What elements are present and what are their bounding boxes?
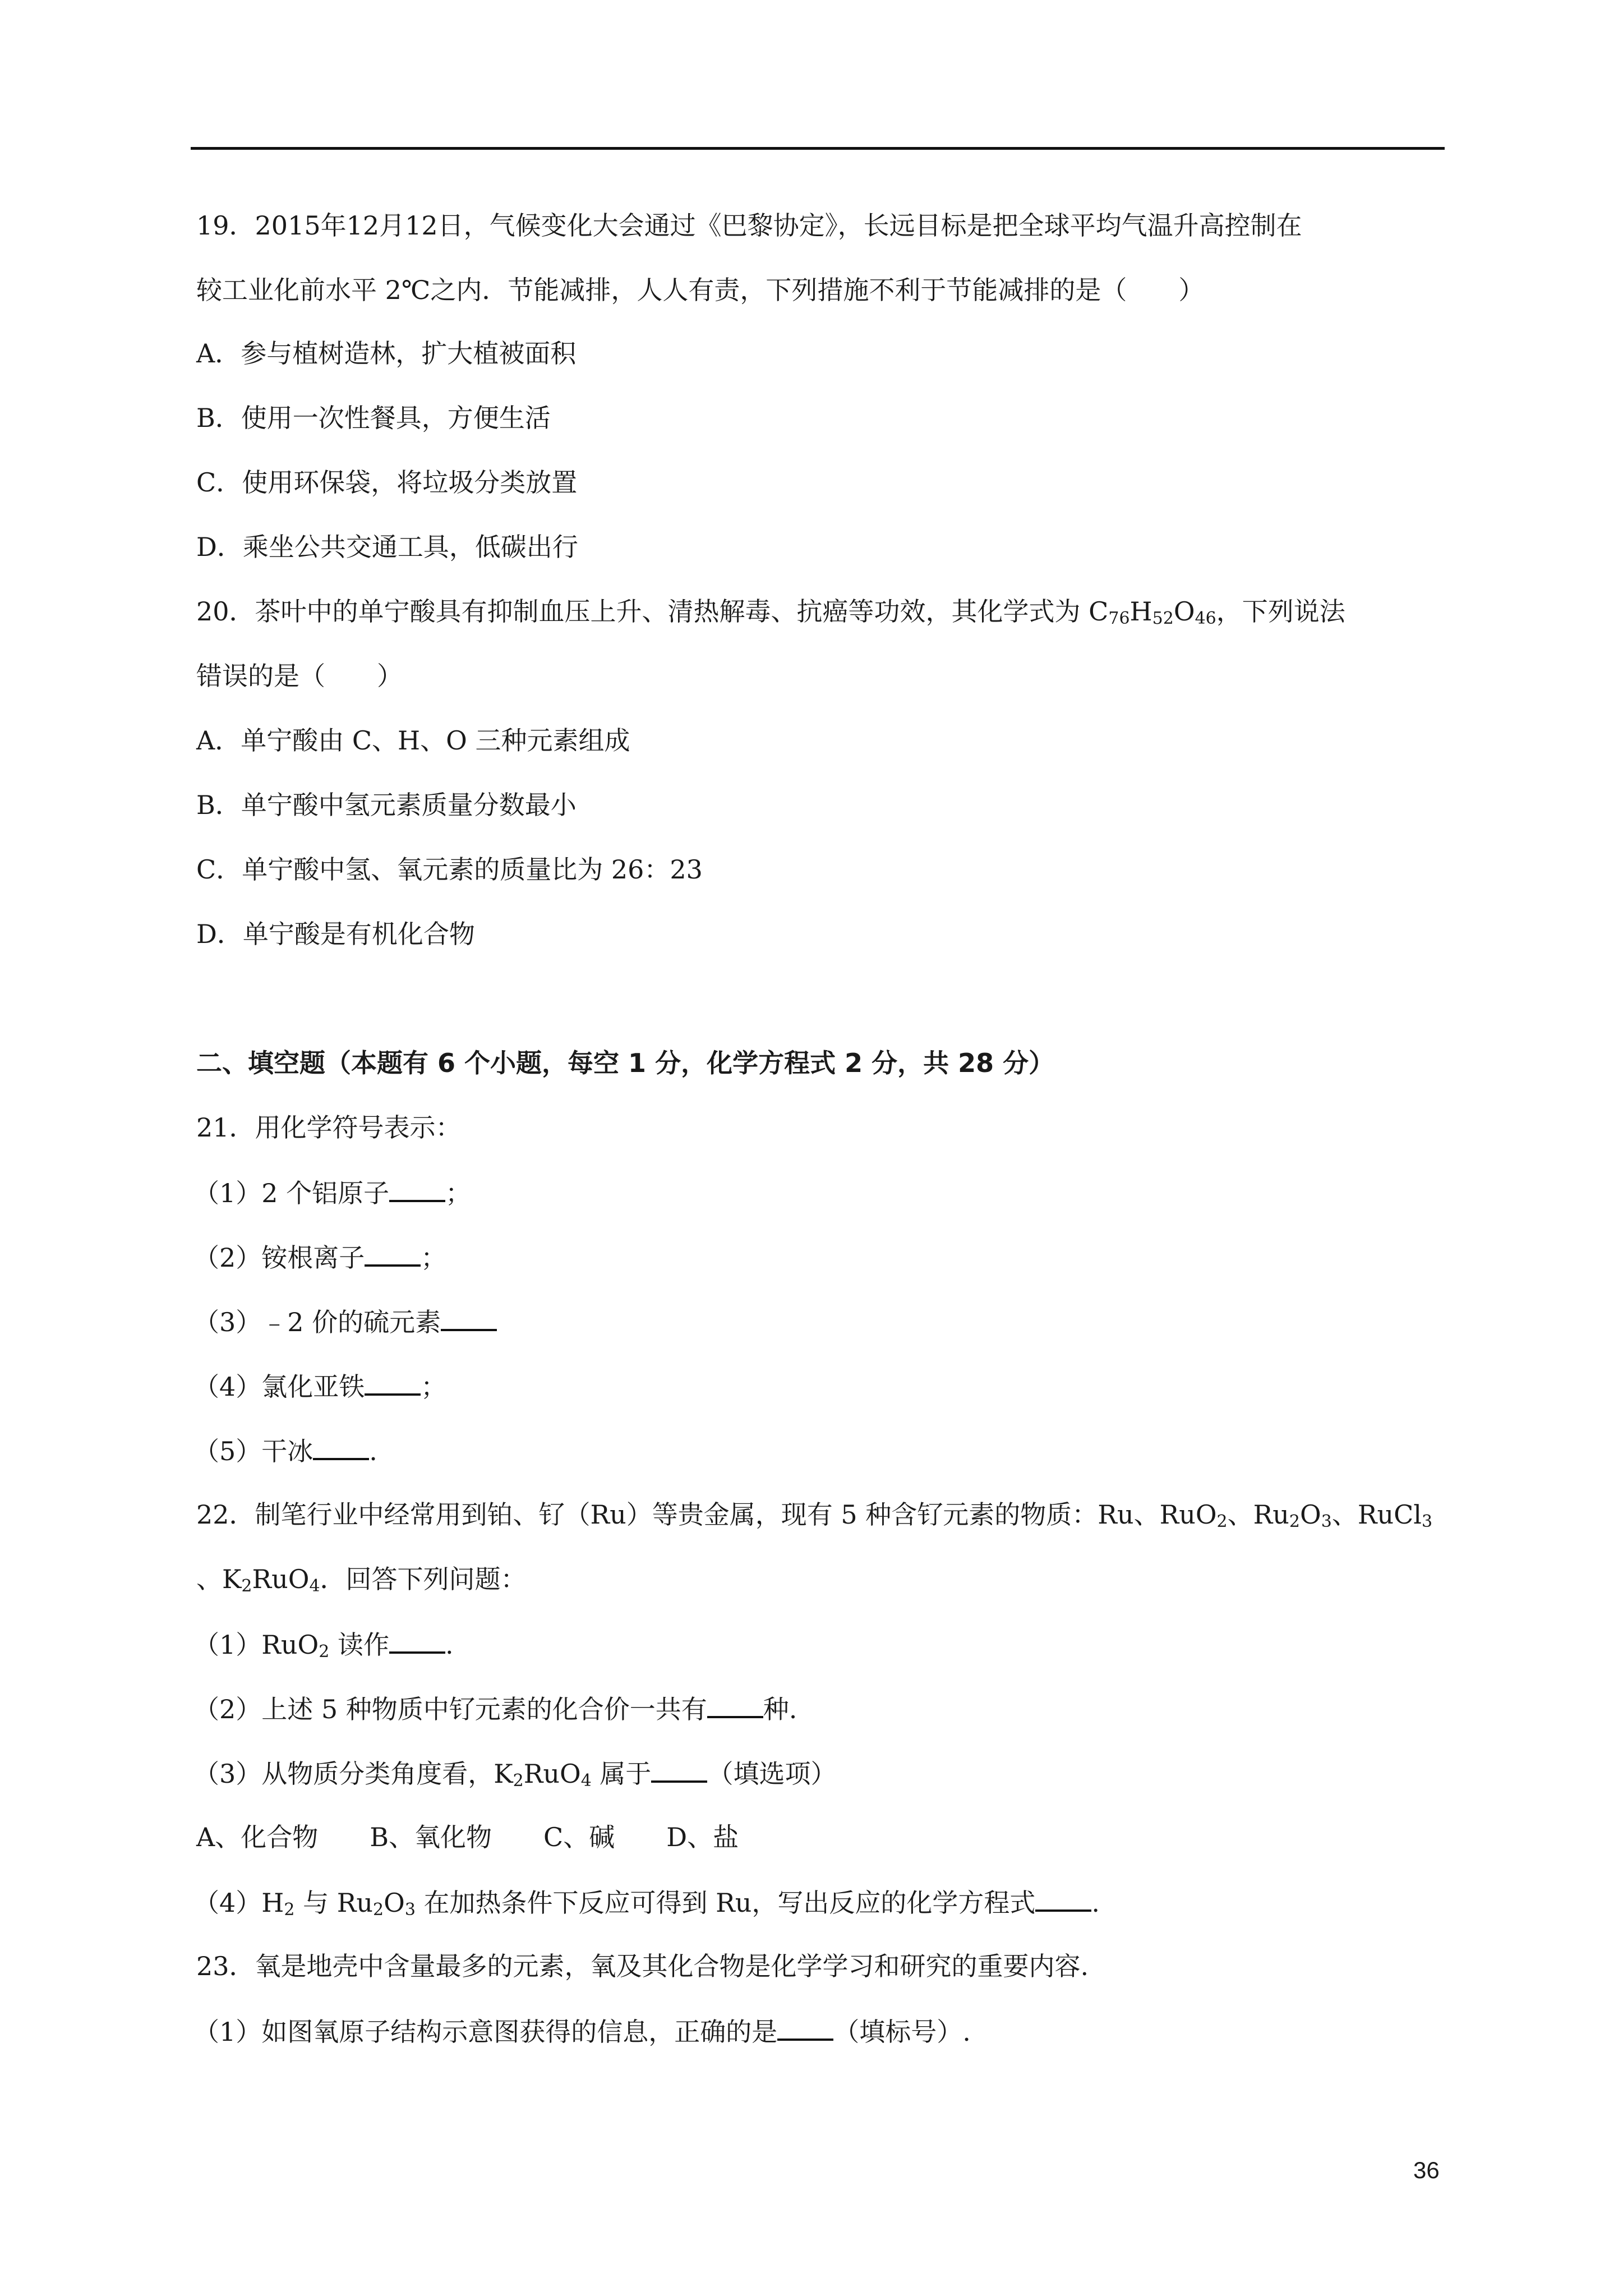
q19-stem-line1: 19．2015年12月12日，气候变化大会通过《巴黎协定》，长远目标是把全球平均气温升高控制在 (196, 210, 1302, 241)
q22-options: A、化合物 B、氧化物 C、碱 D、盐 (196, 1822, 739, 1852)
q21-part5: （5）干冰 . (193, 1433, 377, 1468)
q21-part2: （2）铵根离子 ； (193, 1240, 446, 1274)
q22-part2: （2）上述 5 种物质中钌元素的化合价一共有 种. (193, 1691, 797, 1726)
q20-stem-line2: 错误的是（ ） (196, 661, 403, 691)
q22-part1: （1）RuO$_2$ 读作 . (193, 1627, 454, 1662)
q23-part1: （1）如图氧原子结构示意图获得的信息，正确的是 （填标号）. (193, 2014, 971, 2049)
q19-option-a: A．参与植树造林，扩大植被面积 (196, 338, 577, 369)
q20-stem-line1: 20．茶叶中的单宁酸具有抑制血压上升、清热解毒、抗癌等功效，其化学式为 $C_{76}H_{52}O_{46}$，下列说法 (196, 596, 1345, 628)
q19-option-b: B．使用一次性餐具，方便生活 (196, 403, 551, 433)
q21-part3: （3）﹣2 价的硫元素 (193, 1304, 497, 1339)
answer-blank[interactable] (365, 1240, 421, 1267)
answer-blank[interactable] (313, 1433, 369, 1460)
q21-stem: 21．用化学符号表示： (196, 1112, 462, 1143)
q21-part1: （1）2 个铝原子 ； (193, 1175, 471, 1210)
q19-stem-line2: 较工业化前水平 2℃之内．节能减排，人人有责，下列措施不利于节能减排的是（ ） (196, 275, 1205, 305)
q23-stem: 23．氧是地壳中含量最多的元素，氧及其化合物是化学学习和研究的重要内容. (196, 1951, 1089, 1981)
q22-part4: $(4)H_2$ 与 $Ru_2O_3$ 在加热条件下反应可得到 Ru，写出反应的化学方程式 . (193, 1885, 1100, 1920)
page-number: 36 (1413, 2157, 1440, 2183)
answer-blank[interactable] (1035, 1885, 1091, 1912)
q19-option-d: D．乘坐公共交通工具，低碳出行 (196, 532, 578, 562)
answer-blank[interactable] (389, 1175, 445, 1202)
q20-option-d: D．单宁酸是有机化合物 (196, 919, 475, 949)
answer-blank[interactable] (441, 1304, 497, 1331)
answer-blank[interactable] (365, 1369, 421, 1396)
q22-stem-line1: 22．制笔行业中经常用到铂、钌（Ru）等贵金属，现有 5 种含钌元素的物质：Ru、RuO$_2$、$Ru_2O_3$、RuCl$_3$ (196, 1499, 1433, 1531)
answer-blank[interactable] (707, 1691, 763, 1718)
q20-option-a: A．单宁酸由 C、H、O 三种元素组成 (196, 725, 630, 756)
header-rule (191, 147, 1445, 150)
q20-option-c: C．单宁酸中氢、氧元素的质量比为 26：23 (196, 854, 703, 885)
answer-blank[interactable] (777, 2014, 833, 2041)
answer-blank[interactable] (651, 1756, 707, 1783)
section-heading: 二、填空题（本题有 6 个小题，每空 1 分，化学方程式 2 分，共 28 分） (196, 1048, 1055, 1078)
q22-stem-line2: 、$K_2RuO_4$．回答下列问题： (196, 1564, 527, 1596)
answer-blank[interactable] (389, 1627, 445, 1654)
q19-option-c: C．使用环保袋，将垃圾分类放置 (196, 467, 578, 498)
q20-option-b: B．单宁酸中氢元素质量分数最小 (196, 790, 577, 820)
q22-part3: （3）从物质分类角度看，$K_2RuO_4$ 属于 （填选项） (193, 1756, 836, 1791)
q21-part4: （4）氯化亚铁 ； (193, 1369, 446, 1404)
